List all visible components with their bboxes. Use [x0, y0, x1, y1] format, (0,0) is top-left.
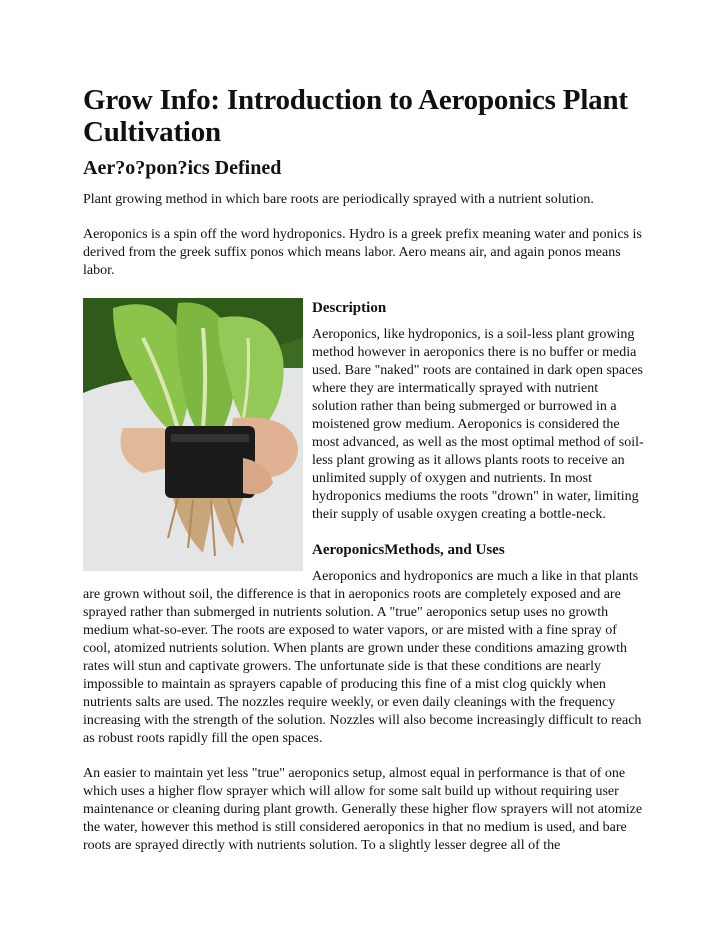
description-paragraph: Aeroponics, like hydroponics, is a soil-less plant growing method however in aeroponics there is no buffer or media used. Bare "naked" roots are contained in dark open spaces where they are intermatically sprayed with nutrient solution rather than being submerged or burrowed in a moistened grow medium. Aeroponics is considered the most advanced, as well as the most optimal method of soil-less plant growing as it allows plants roots to receive an unlimited supply of oxygen and nutrients. In most hydroponics mediums the roots "drown" in water, limiting their supply of usable oxygen creating a bottle-neck. [312, 327, 644, 522]
definition-paragraph: Plant growing method in which bare roots are periodically sprayed with a nutrient solution. [83, 192, 594, 207]
plant-illustration [83, 298, 303, 571]
document-page [83, 84, 645, 855]
description-heading: Description [312, 300, 387, 316]
description-section [83, 298, 645, 855]
etymology-paragraph: Aeroponics is a spin off the word hydroponics. Hydro is a greek prefix meaning water and ponics is derived from the greek suffix ponos which means labor. Aero means air, and again ponos means labor. [83, 227, 642, 278]
easier-setup-paragraph: An easier to maintain yet less "true" aeroponics setup, almost equal in performance is that of one which uses a higher flow sprayer which will allow for some salt build up without requiring user maintenance or cleaning during plant growth. Generally these higher flow sprayers will not atomize the water, however this method is still considered aeroponics in that no medium is used, and bare roots are sprayed directly with nutrients solution. To a slightly lesser degree all of the [83, 766, 643, 853]
methods-heading: AeroponicsMethods, and Uses [312, 542, 505, 558]
page-title: Grow Info: Introduction to Aeroponics Plant Cultivation [83, 84, 628, 148]
methods-paragraph: Aeroponics and hydroponics are much a like in that plants are grown without soil, the difference is that in aeroponics roots are completely exposed and are sprayed rather than submerged in nutrients solution. A "true" aeroponics setup uses no growth medium what-so-ever. The roots are exposed to water vapors, or are misted with a fine spray of cool, atomized nutrients solution. When plants are grown under these conditions amazing growth rates will stun and captivate growers. The unfortunate side is that these conditions are nearly impossible to maintain as sprayers capable of producing this fine of a mist clog quickly when nutrients salts are used. The nozzles require weekly, or even daily cleanings with the frequency increasing with the strength of the solution. Nozzles will also become increasingly difficult to reach as robust roots rapidly fill the open spaces. [83, 569, 642, 746]
lettuce-root-photo [83, 298, 303, 571]
defined-heading: Aer?o?pon?ics Defined [83, 157, 282, 179]
